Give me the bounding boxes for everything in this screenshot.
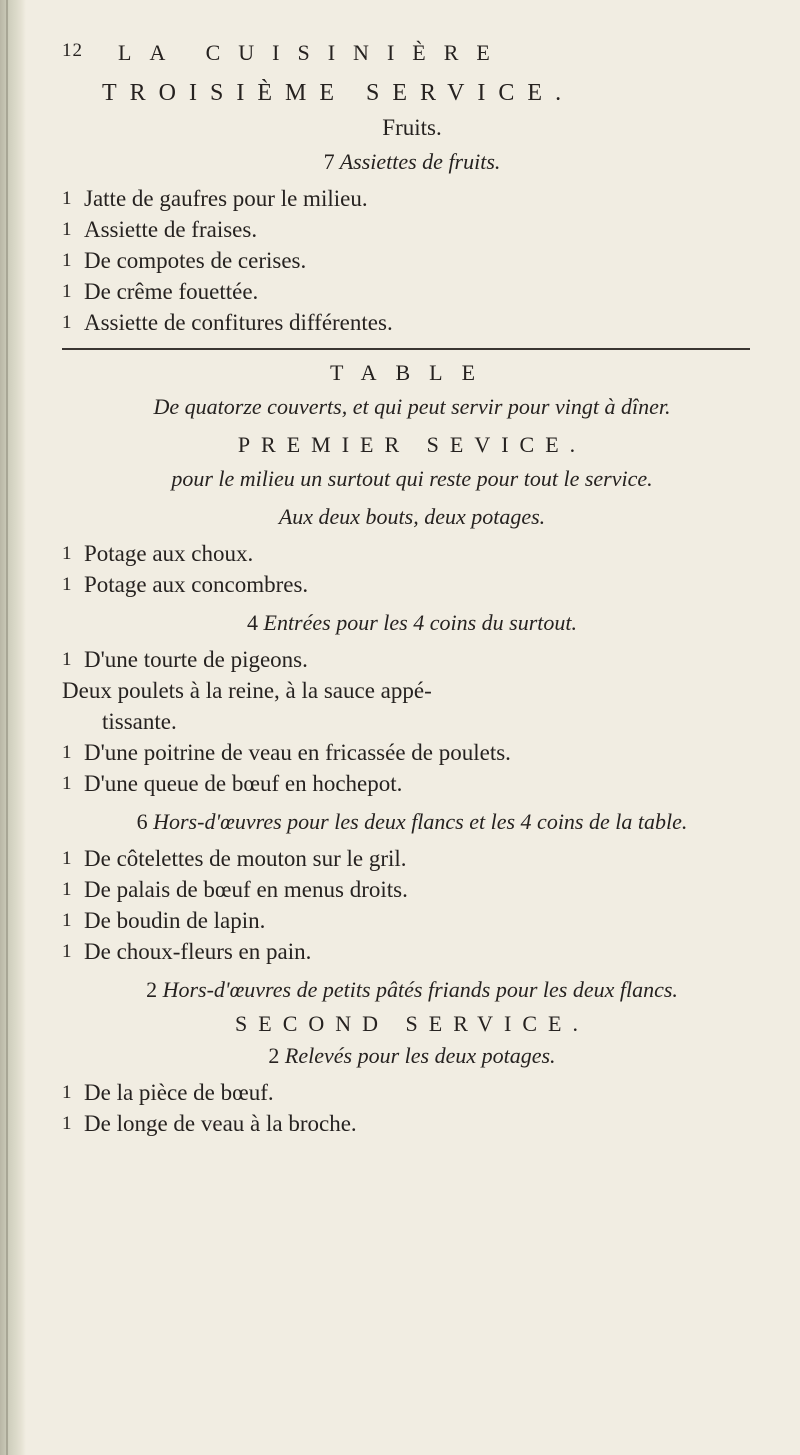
course-title: Fruits. — [382, 115, 442, 140]
list-item: 1 De la pièce de bœuf. — [62, 1080, 274, 1105]
subhead-assiettes — [62, 149, 762, 175]
potages-heading: Aux deux bouts, deux potages. — [278, 504, 546, 529]
page-number: 12 — [62, 40, 83, 61]
releves-heading-text: Relevés pour les deux potages. — [284, 1043, 556, 1068]
page-header — [62, 40, 762, 80]
second-service-title: SECOND SERVICE. — [235, 1011, 589, 1036]
list-item: 1 D'une tourte de pigeons. — [62, 647, 308, 672]
fruits-list — [62, 183, 762, 338]
hors-petits-number: 2 — [146, 977, 158, 1002]
first-service-title: PREMIER SEVICE. — [237, 432, 587, 457]
potages-list — [62, 538, 762, 600]
table-subtitle: De quatorze couverts, et qui peut servir pour vingt à dîner. — [153, 394, 671, 419]
subhead-text: Assiettes de fruits. — [339, 149, 501, 174]
entrees-heading-text: Entrées pour les 4 coins du surtout. — [263, 610, 577, 635]
list-item: 1 De côtelettes de mouton sur le gril. — [62, 846, 407, 871]
hors-petits-heading — [62, 977, 762, 1003]
list-item: 1 De palais de bœuf en menus droits. — [62, 877, 408, 902]
releves-number: 2 — [268, 1043, 280, 1068]
hors-heading — [62, 809, 762, 835]
releves-list — [62, 1077, 762, 1139]
entrees-list — [62, 644, 762, 799]
entrees-heading — [62, 610, 762, 636]
first-service-note: pour le milieu un surtout qui reste pour tout le service. — [171, 466, 653, 491]
subhead-number: 7 — [323, 149, 335, 174]
running-title: LA CUISINIÈRE — [118, 40, 508, 65]
section-divider — [62, 348, 750, 350]
third-service-title: TROISIÈME SERVICE. — [102, 80, 575, 106]
releves-heading — [62, 1043, 762, 1069]
list-item: 1 Potage aux choux. — [62, 541, 254, 566]
hors-petits-heading-text: Hors-d'œuvres de petits pâtés friands pour les deux flancs. — [162, 977, 678, 1002]
book-binding-edge — [0, 0, 26, 1455]
list-item: 1 Jatte de gaufres pour le milieu. — [62, 186, 368, 211]
list-item: 1 D'une queue de bœuf en hochepot. — [62, 771, 403, 796]
list-item: 1 De boudin de lapin. — [62, 908, 266, 933]
list-item: 1 De longe de veau à la broche. — [62, 1111, 357, 1136]
list-item: 1 Assiette de fraises. — [62, 217, 258, 242]
list-item: 1 De choux-fleurs en pain. — [62, 939, 312, 964]
book-page — [62, 40, 762, 1149]
list-item: 1 De compotes de cerises. — [62, 248, 307, 273]
list-item: 1 D'une poitrine de veau en fricassée de poulets. — [62, 740, 511, 765]
list-item: 1 Potage aux concombres. — [62, 572, 309, 597]
list-item: Deux poulets à la reine, à la sauce appé- tissante. — [62, 678, 432, 734]
table-title: TABLE — [329, 360, 495, 385]
hors-heading-text: Hors-d'œuvres pour les deux flancs et les 4 coins de la table. — [153, 809, 688, 834]
hors-list — [62, 843, 762, 967]
list-item: 1 De crême fouettée. — [62, 279, 259, 304]
entrees-number: 4 — [247, 610, 258, 635]
hors-number: 6 — [136, 809, 148, 834]
list-item: 1 Assiette de confitures différentes. — [62, 310, 393, 335]
